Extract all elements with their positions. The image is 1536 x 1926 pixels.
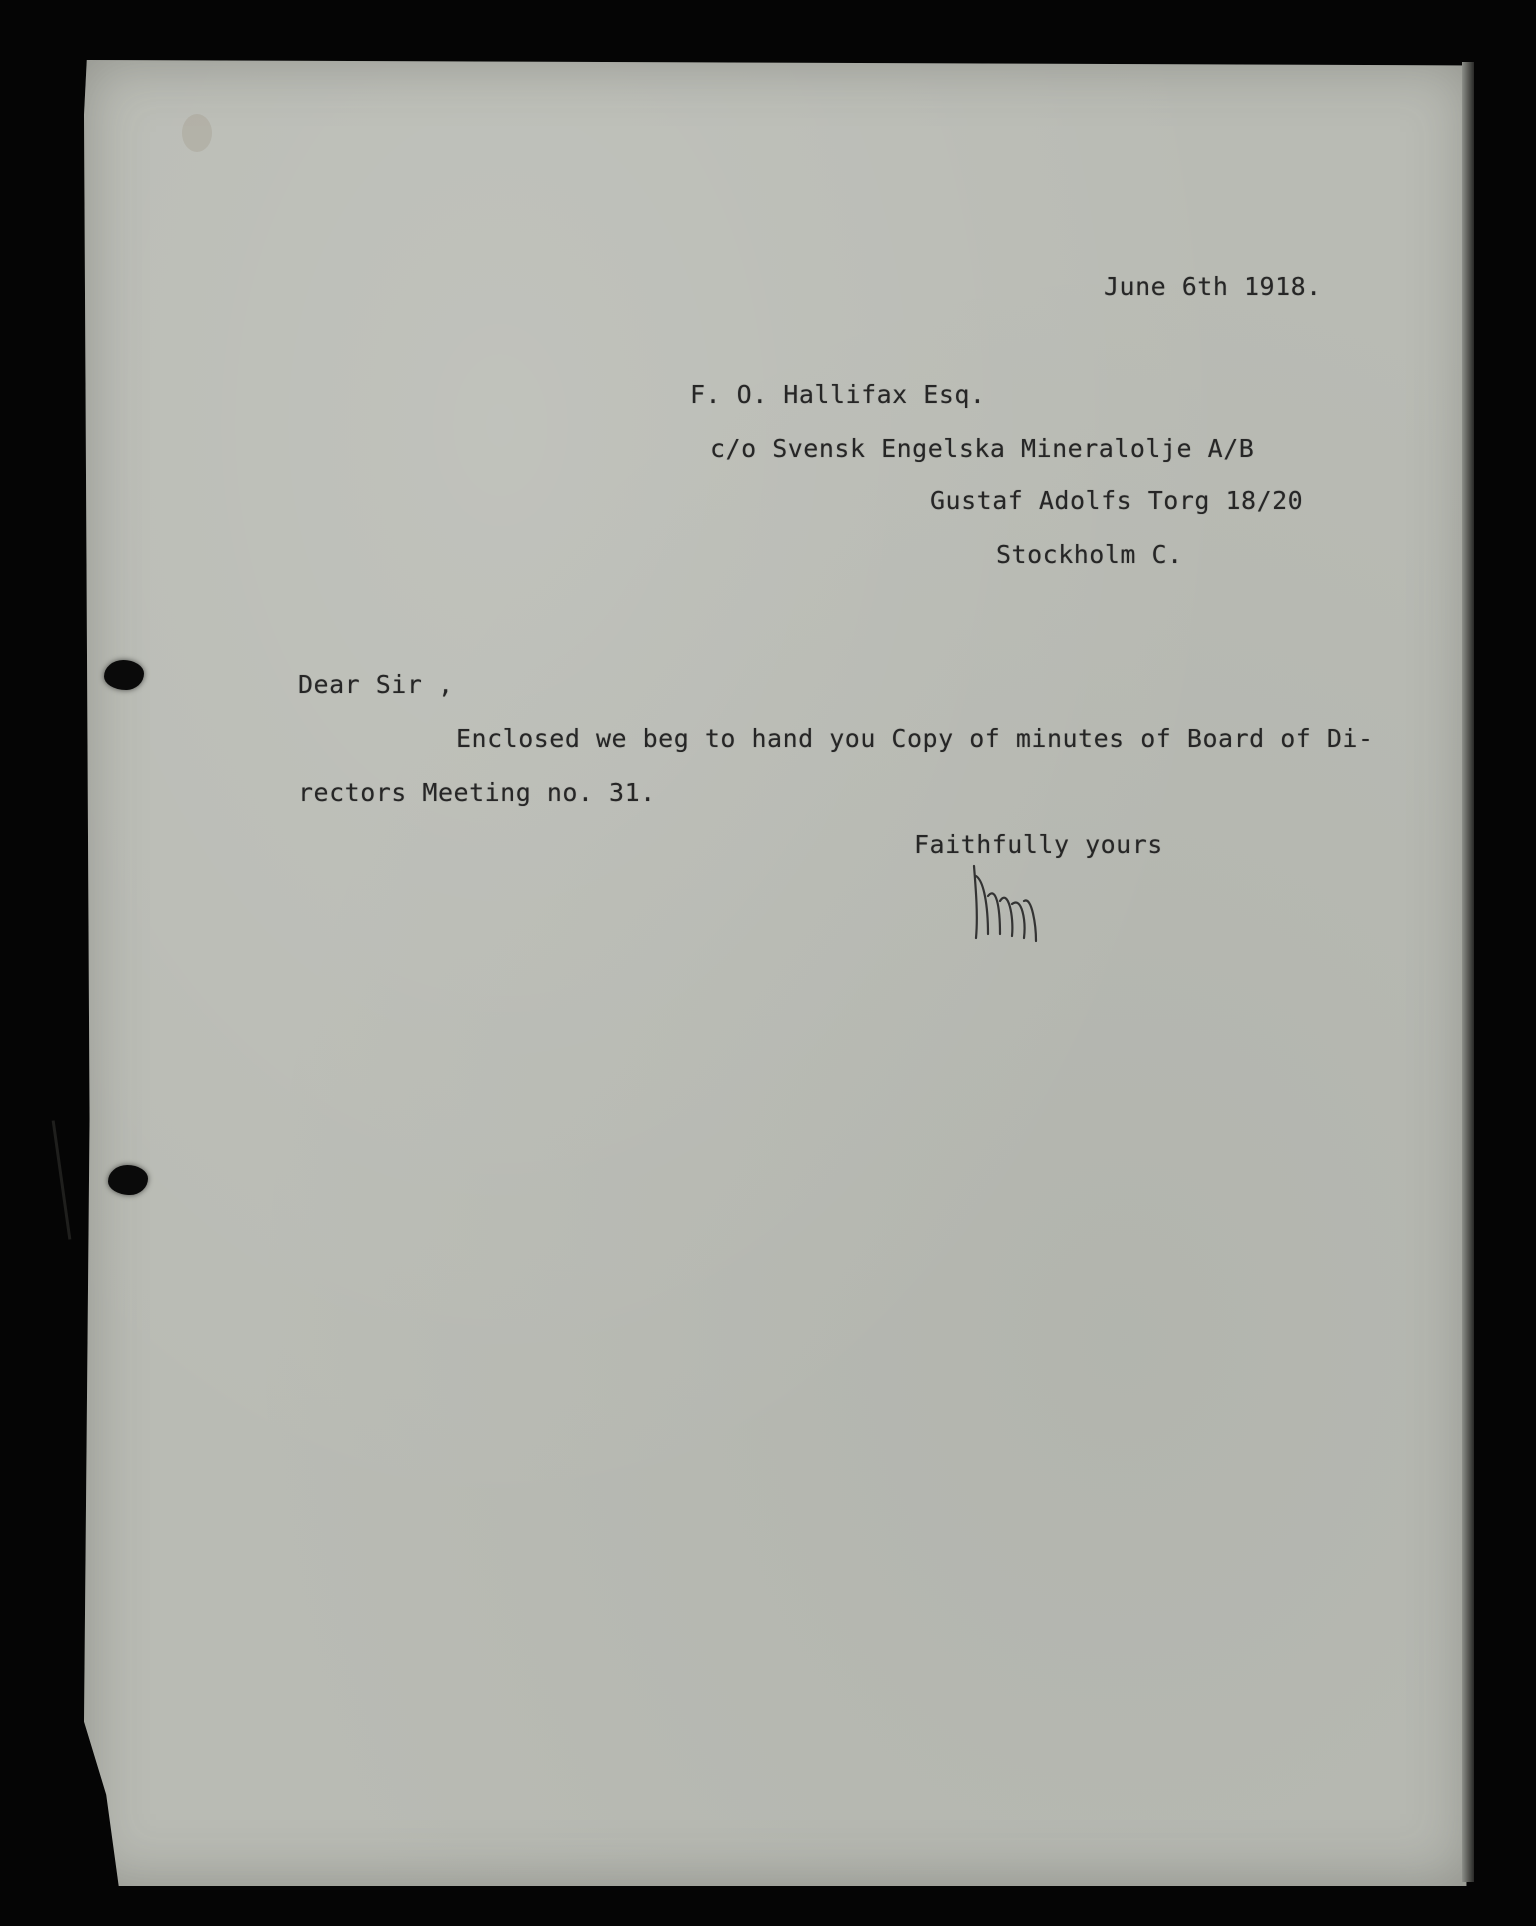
closing: Faithfully yours <box>914 830 1163 859</box>
recipient-street: Gustaf Adolfs Torg 18/20 <box>930 486 1304 515</box>
salutation: Dear Sir , <box>298 670 454 699</box>
paper-fold <box>52 1120 72 1239</box>
letter-date: June 6th 1918. <box>1104 272 1322 301</box>
recipient-city: Stockholm C. <box>996 540 1183 569</box>
paper-edge <box>1462 62 1474 1882</box>
recipient-name: F. O. Hallifax Esq. <box>690 380 986 409</box>
paper-stain <box>182 114 212 152</box>
handwritten-signature <box>966 846 1046 946</box>
letter-paper <box>84 60 1472 1886</box>
punch-hole-bottom <box>108 1165 148 1195</box>
body-line-1: Enclosed we beg to hand you Copy of minutes of Board of Di- <box>456 724 1374 753</box>
body-line-2: rectors Meeting no. 31. <box>298 778 656 807</box>
recipient-care-of: c/o Svensk Engelska Mineralolje A/B <box>710 434 1255 463</box>
punch-hole-top <box>104 660 144 690</box>
